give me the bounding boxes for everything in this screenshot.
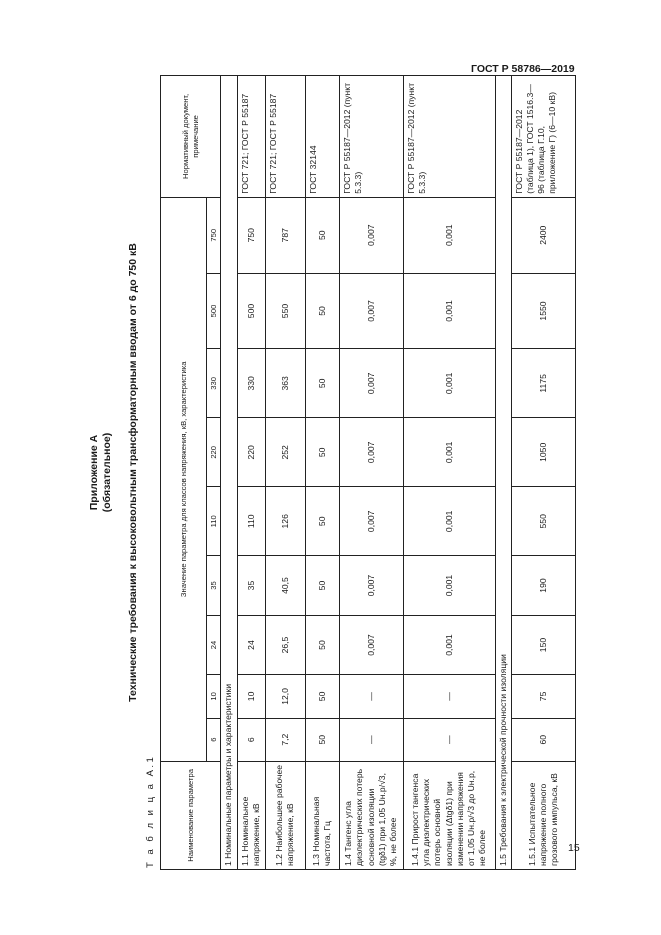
param-reference: ГОСТ Р 55187—2012 (пункт 5.3.3) <box>403 76 495 198</box>
param-value: 0,007 <box>339 197 403 273</box>
param-value: 0,001 <box>403 273 495 349</box>
class-header: 110 <box>207 487 221 556</box>
param-value: 2400 <box>511 197 575 273</box>
param-value: — <box>403 675 495 718</box>
param-value: 220 <box>237 418 265 487</box>
table-row <box>403 76 495 870</box>
section-header: 1.5 Требования к электрической прочности изоляции <box>495 76 511 870</box>
appendix-title: Приложение А <box>88 434 100 511</box>
col-header-group: Значение параметра для классов напряжения, кВ, характеристика <box>161 197 207 761</box>
param-value: 1550 <box>511 273 575 349</box>
param-value: — <box>403 718 495 761</box>
param-name: 1.3 Номинальная частота, Гц <box>305 761 339 869</box>
class-header: 10 <box>207 675 221 718</box>
param-name: 1.4.1 Прирост тангенса угла диэлектрических потерь основной изоляции (Δtgδ1) при изменении напряжения от 1,05 Uн.р/√3 до Uн.р, не более <box>403 761 495 869</box>
param-value: 75 <box>511 675 575 718</box>
param-reference: ГОСТ Р 55187—2012 (пункт 5.3.3) <box>339 76 403 198</box>
param-value: 24 <box>237 615 265 675</box>
param-value: 10 <box>237 675 265 718</box>
param-value: 330 <box>237 349 265 418</box>
param-value: 35 <box>237 556 265 616</box>
standard-code: ГОСТ Р 58786—2019 <box>471 63 575 75</box>
col-header-ref: Нормативный документ, примечание <box>161 76 221 198</box>
param-value: 50 <box>305 675 339 718</box>
param-value: 0,007 <box>339 273 403 349</box>
table-row <box>511 76 575 870</box>
param-value: 0,001 <box>403 349 495 418</box>
param-name: 1.5.1 Испытательное напряжение полного грозового импульса, кВ <box>511 761 575 869</box>
param-reference: ГОСТ Р 55187—2012 (таблица 1), ГОСТ 1516.3—96 (таблица Г.10, приложение Г) (6—10 кВ) <box>511 76 575 198</box>
param-value: 7,2 <box>265 718 305 761</box>
param-name: 1.1 Номинальное напряжение, кВ <box>237 761 265 869</box>
param-value: 0,007 <box>339 556 403 616</box>
param-value: 550 <box>265 273 305 349</box>
class-header: 24 <box>207 615 221 675</box>
param-value: — <box>339 675 403 718</box>
param-value: 787 <box>265 197 305 273</box>
param-value: 500 <box>237 273 265 349</box>
col-header-name: Наименование параметра <box>161 761 221 869</box>
param-value: 1050 <box>511 418 575 487</box>
document-title: Технические требования к высоковольтным трансформаторным вводам от 6 до 750 кВ <box>127 243 139 702</box>
class-header: 35 <box>207 556 221 616</box>
param-value: 50 <box>305 418 339 487</box>
param-value: 12,0 <box>265 675 305 718</box>
param-value: 252 <box>265 418 305 487</box>
requirements-table <box>160 75 576 870</box>
param-name: 1.4 Тангенс угла диэлектрических потерь основной изоляции (tgδ1) при 1,05 Uн.р/√3, %, не более <box>339 761 403 869</box>
class-header: 6 <box>207 718 221 761</box>
class-header: 330 <box>207 349 221 418</box>
table-row <box>265 76 305 870</box>
param-value: 50 <box>305 349 339 418</box>
param-value: 26,5 <box>265 615 305 675</box>
page-number: 15 <box>568 842 580 854</box>
param-value: 6 <box>237 718 265 761</box>
class-header: 220 <box>207 418 221 487</box>
param-reference: ГОСТ 721; ГОСТ Р 55187 <box>237 76 265 198</box>
param-value: — <box>339 718 403 761</box>
param-value: 50 <box>305 487 339 556</box>
class-header: 500 <box>207 273 221 349</box>
param-value: 750 <box>237 197 265 273</box>
appendix-status: (обязательное) <box>101 432 113 513</box>
param-reference: ГОСТ 721; ГОСТ Р 55187 <box>265 76 305 198</box>
param-value: 0,001 <box>403 197 495 273</box>
param-value: 0,001 <box>403 418 495 487</box>
param-value: 50 <box>305 197 339 273</box>
param-value: 50 <box>305 615 339 675</box>
param-reference: ГОСТ 32144 <box>305 76 339 198</box>
param-value: 1175 <box>511 349 575 418</box>
param-name: 1.2 Наибольшее рабочее напряжение, кВ <box>265 761 305 869</box>
table-row <box>339 76 403 870</box>
param-value: 0,007 <box>339 615 403 675</box>
param-value: 0,001 <box>403 487 495 556</box>
param-value: 60 <box>511 718 575 761</box>
section-header: 1 Номинальные параметры и характеристики <box>221 76 237 870</box>
param-value: 40,5 <box>265 556 305 616</box>
param-value: 0,007 <box>339 418 403 487</box>
param-value: 0,007 <box>339 349 403 418</box>
param-value: 126 <box>265 487 305 556</box>
param-value: 50 <box>305 273 339 349</box>
param-value: 363 <box>265 349 305 418</box>
param-value: 150 <box>511 615 575 675</box>
param-value: 0,007 <box>339 487 403 556</box>
param-value: 550 <box>511 487 575 556</box>
param-value: 50 <box>305 718 339 761</box>
param-value: 190 <box>511 556 575 616</box>
class-header: 750 <box>207 197 221 273</box>
table-caption: Т а б л и ц а А.1 <box>145 754 156 868</box>
param-value: 0,001 <box>403 615 495 675</box>
table-row <box>305 76 339 870</box>
landscape-content <box>78 75 559 870</box>
param-value: 0,001 <box>403 556 495 616</box>
param-value: 50 <box>305 556 339 616</box>
table-row <box>237 76 265 870</box>
param-value: 110 <box>237 487 265 556</box>
